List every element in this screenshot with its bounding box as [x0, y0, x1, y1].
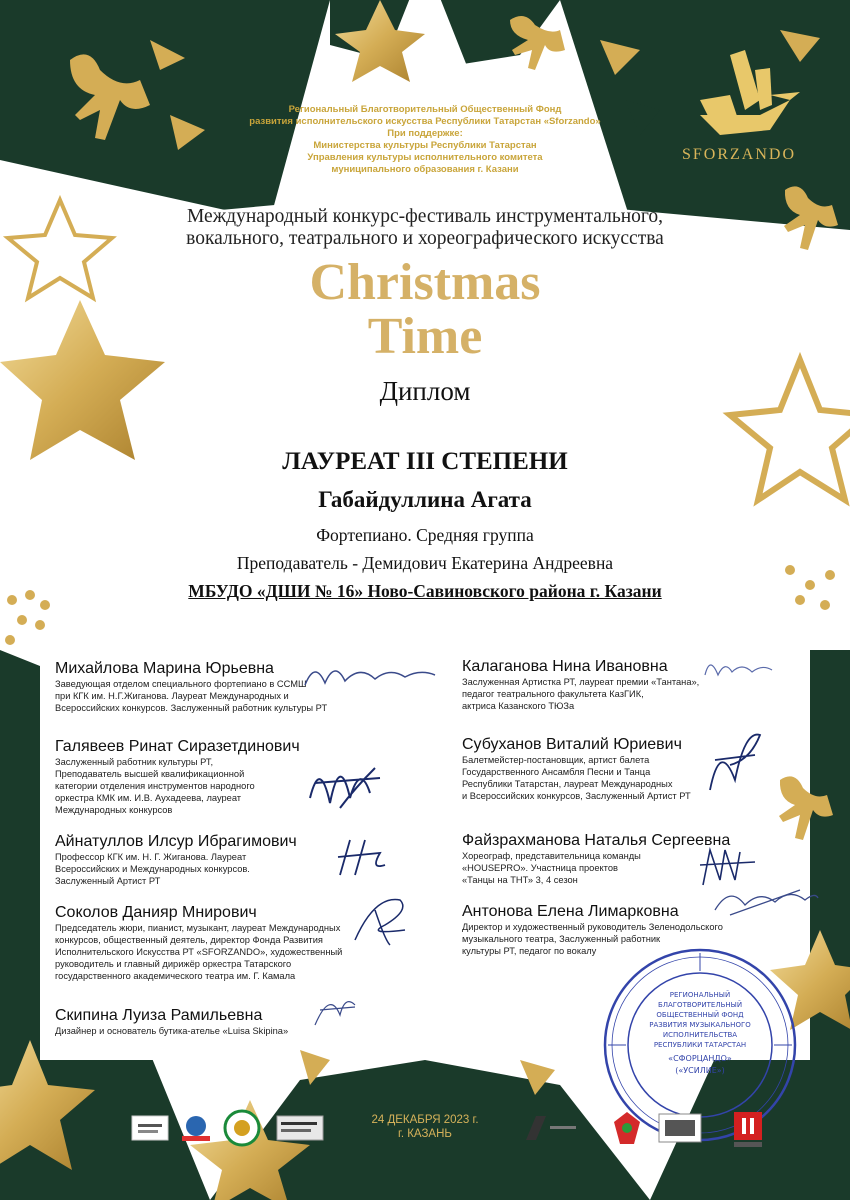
signature-ainatullov [330, 835, 390, 880]
jury-name: Соколов Данияр Мнирович [55, 904, 257, 921]
organizer-line: Управления культуры исполнительного комитета [307, 152, 543, 163]
award-title: ЛАУРЕАТ III СТЕПЕНИ [282, 448, 568, 475]
jury-member [55, 903, 342, 982]
seal-line: «СФОРЦАНДО» [668, 1054, 732, 1063]
jury-description: Балетмейстер-постановщик, артист балета Государственного Ансамбля Песни и Танца Республики Татарстан, лауреат Международных и Всероссийских конкурсов, Заслуженный Артист РТ [462, 755, 691, 801]
jury-name: Субуханов Виталий Юриевич [462, 736, 682, 753]
date-line: 24 ДЕКАБРЯ 2023 г. [371, 1114, 479, 1126]
seal-line: РЕГИОНАЛЬНЫЙ [669, 991, 731, 999]
signature-kalaganova [700, 650, 780, 685]
signature-mikhailova [300, 655, 440, 695]
seal-line: БЛАГОТВОРИТЕЛЬНЫЙ [657, 1001, 743, 1009]
seal-line: РЕСПУБЛИКИ ТАТАРСТАН [653, 1041, 747, 1049]
seal-line: ИСПОЛНИТЕЛЬСТВА [662, 1031, 738, 1039]
jury-name: Галявеев Ринат Сиразетдинович [55, 738, 300, 755]
sponsor-logo-5-icon [520, 1112, 580, 1144]
title-line-1: Christmas [309, 254, 541, 311]
seal-line: ОБЩЕСТВЕННЫЙ ФОНД [656, 1011, 744, 1019]
festival-description [150, 206, 700, 250]
festival-line: вокального, театрального и хореографического искусства [186, 228, 664, 249]
signature-skipina [310, 985, 360, 1030]
sponsor-logo-6-icon [612, 1110, 642, 1146]
sponsor-logo-1-icon [130, 1112, 170, 1144]
school-line: МБУДО «ДШИ № 16» Ново-Савиновского района г. Казани [188, 581, 662, 601]
organizer-block [200, 104, 650, 176]
seal-line: («УСИЛИЕ») [675, 1066, 725, 1075]
jury-description: Заслуженная Артистка РТ, лауреат премии «Тантана», педагог театрального факультета КазГИК, актриса Казанского ТЮЗа [462, 677, 700, 711]
organizer-line: Региональный Благотворительный Общественный Фонд [288, 104, 562, 115]
category-line: Фортепиано. Средняя группа [316, 525, 534, 545]
signature-galyaveev [300, 748, 390, 818]
sponsor-logo-3-icon [222, 1108, 262, 1148]
festival-title [200, 256, 650, 364]
jury-member [55, 1006, 288, 1037]
jury-name: Скипина Луиза Рамильевна [55, 1007, 263, 1024]
jury-name: Айнатуллов Илсур Ибрагимович [55, 833, 297, 850]
jury-description: Заслуженный работник культуры РТ, Преподаватель высшей квалификационной категории отделения инструментов народного оркестра КМК им. И.В. Аухадеева, лауреат Международных конкурсов [55, 757, 255, 815]
jury-description: Хореограф, представительница команды «HOUSEPRO». Участница проектов «Танцы на ТНТ» 3, 4 сезон [462, 851, 641, 885]
sponsor-logo-8-icon [730, 1110, 766, 1150]
jury-name: Файзрахманова Наталья Сергеевна [462, 832, 731, 849]
jury-member [55, 659, 327, 714]
seal-line: РАЗВИТИЯ МУЗЫКАЛЬНОГО [649, 1021, 751, 1029]
recipient-name: Габайдуллина Агата [318, 487, 532, 512]
title-line-2: Time [367, 308, 483, 365]
sponsor-logo-4-icon [275, 1112, 325, 1144]
signature-sokolov [345, 890, 415, 950]
sponsor-logo-7-icon [655, 1110, 705, 1146]
jury-name: Михайлова Марина Юрьевна [55, 660, 274, 677]
logo-text: SFORZANDO [681, 146, 796, 163]
jury-member [462, 735, 691, 802]
jury-member [55, 832, 297, 887]
jury-description: Председатель жюри, пианист, музыкант, лауреат Международных конкурсов, общественный деятель, директор Фонда Развития Исполнительского Искусства РТ «SFORZANDO», художественный руководитель и главный дирижёр оркестра Татарского государственного академического театра им. Г. Камала [55, 923, 343, 981]
jury-description: Профессор КГК им. Н. Г. Жиганова. Лауреат Всероссийских и Международных конкурсов. Заслуженный Артист РТ [55, 852, 250, 886]
sponsor-logo-2-icon [178, 1112, 214, 1144]
jury-name: Калаганова Нина Ивановна [462, 658, 668, 675]
jury-name: Антонова Елена Лимарковна [462, 903, 679, 920]
teacher-line: Преподаватель - Демидович Екатерина Андреевна [236, 553, 614, 573]
city-line: г. КАЗАНЬ [398, 1128, 452, 1140]
organizer-line: При поддержке: [387, 128, 463, 139]
jury-member [55, 737, 300, 816]
jury-member [462, 831, 730, 886]
signature-antonova [710, 880, 820, 920]
organizer-line: развития исполнительского искусства Республики Татарстан «Sforzando» [249, 116, 601, 127]
organizer-line: Министерства культуры Республики Татарстан [313, 140, 537, 151]
organizer-line: муниципального образования г. Казани [331, 164, 519, 175]
jury-description: Директор и художественный руководитель Зеленодольского музыкального театра, Заслуженный работник культуры РТ, педагог по вокалу [462, 922, 723, 956]
jury-member [462, 657, 699, 712]
jury-description: Заведующая отделом специального фортепиано в ССМШ при КГК им. Н.Г.Жиганова. Лауреат Международных и Всероссийских конкурсов. Заслуженный работник культуры РТ [55, 679, 328, 713]
diploma-heading: Диплом [379, 376, 471, 406]
festival-line: Международный конкурс-фестиваль инструментального, [186, 206, 664, 227]
event-date [355, 1113, 495, 1141]
signature-subukhanov [700, 720, 770, 800]
jury-description: Дизайнер и основатель бутика-ателье «Luisa Skipina» [55, 1026, 289, 1036]
